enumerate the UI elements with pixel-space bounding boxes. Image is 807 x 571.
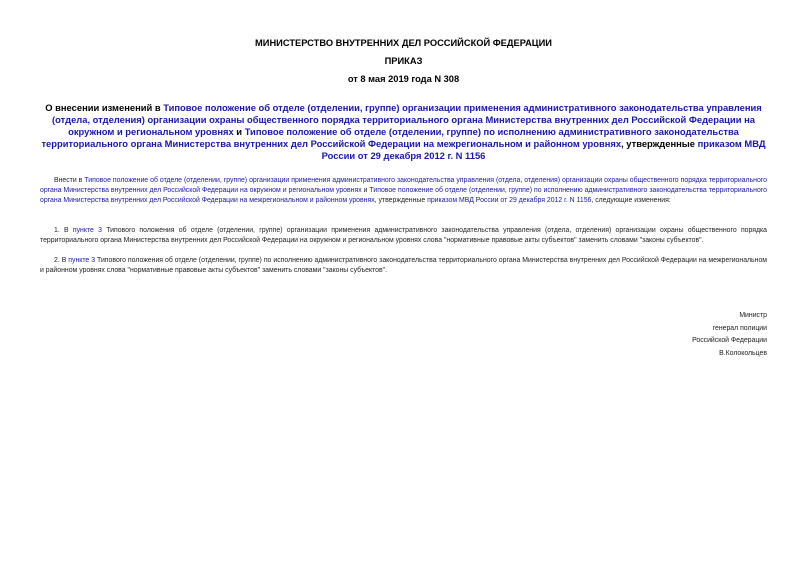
item-2-paragraph bbox=[40, 256, 767, 276]
title-approved: , утвержденные bbox=[621, 138, 698, 149]
intro-text-1: Внести в bbox=[54, 177, 85, 184]
intro-text-3: , утвержденные bbox=[374, 197, 428, 205]
signature-rank: генерал полиции bbox=[712, 324, 767, 332]
title-link-order-1156[interactable]: приказом МВД России от 29 декабря 2012 г. N 1156 bbox=[321, 138, 766, 161]
order-title bbox=[40, 102, 767, 162]
item-1-text-2: Типового положения об отделе (отделении, группе) организации применения административного законодательства управления (отдела, отделения) организации охраны общественного порядка территориального органа Министерства внутренних дел Российской Федерации на окружном и региональном уровнях слова "нормативные правовые акты субъектов" заменить словами "законы субъектов". bbox=[40, 227, 768, 245]
intro-link-regulation-2[interactable]: Типовое положение об отделе (отделении, группе) по исполнению административного законодательства территориального органа Министерства внутренних дел Российской Федерации на межрегиональном и районном уровнях bbox=[40, 187, 767, 205]
item-1-text-1: 1. В bbox=[54, 227, 73, 234]
item-2-link-point-3[interactable]: пункте 3 bbox=[68, 257, 96, 264]
signature-block bbox=[692, 310, 767, 360]
title-link-regulation-2[interactable]: Типовое положение об отделе (отделении, группе) по исполнению административного законодательства территориального органа Министерства внутренних дел Российской Федерации на межрегиональном и районном уровнях bbox=[41, 126, 739, 149]
title-prefix: О внесении изменений в bbox=[45, 102, 164, 113]
intro-text-2: и bbox=[361, 187, 370, 195]
signature-name: В.Колокольцев bbox=[719, 349, 767, 357]
item-2-text-2: Типового положения об отделе (отделении, группе) по исполнению административного законодательства территориального органа Министерства внутренних дел Российской Федерации на межрегиональном и районном уровнях слова "нормативные правовые акты субъектов" заменить словами "законы субъектов". bbox=[40, 257, 768, 275]
intro-paragraph bbox=[40, 176, 767, 207]
item-1-paragraph bbox=[40, 226, 767, 246]
intro-link-order-1156[interactable]: приказом МВД России от 29 декабря 2012 г. N 1156 bbox=[427, 197, 592, 205]
intro-text-4: , следующие изменения: bbox=[591, 197, 671, 205]
intro-link-regulation-1[interactable]: Типовое положение об отделе (отделении, группе) организации применения административного законодательства управления (отдела, отделения) организации охраны общественного порядка территориального органа Министерства внутренних дел Российской Федерации на окружном и региональном уровнях bbox=[40, 177, 767, 195]
title-link-regulation-1[interactable]: Типовое положение об отделе (отделении, группе) организации применения административного законодательства управления (отдела, отделения) организации охраны общественного порядка территориального органа Министерства внутренних дел Российской Федерации на окружном и региональном уровнях bbox=[52, 102, 762, 137]
document-type: ПРИКАЗ bbox=[384, 56, 423, 66]
ministry-heading: МИНИСТЕРСТВО ВНУТРЕННИХ ДЕЛ РОССИЙСКОЙ ФЕДЕРАЦИИ bbox=[255, 38, 552, 48]
order-date-number: от 8 мая 2019 года N 308 bbox=[347, 74, 460, 84]
signature-country: Российской Федерации bbox=[692, 337, 767, 344]
item-1-link-point-3[interactable]: пункте 3 bbox=[72, 227, 102, 234]
signature-position: Министр bbox=[739, 312, 767, 319]
title-conjunction: и bbox=[233, 126, 245, 137]
item-2-text-1: 2. В bbox=[54, 257, 69, 264]
